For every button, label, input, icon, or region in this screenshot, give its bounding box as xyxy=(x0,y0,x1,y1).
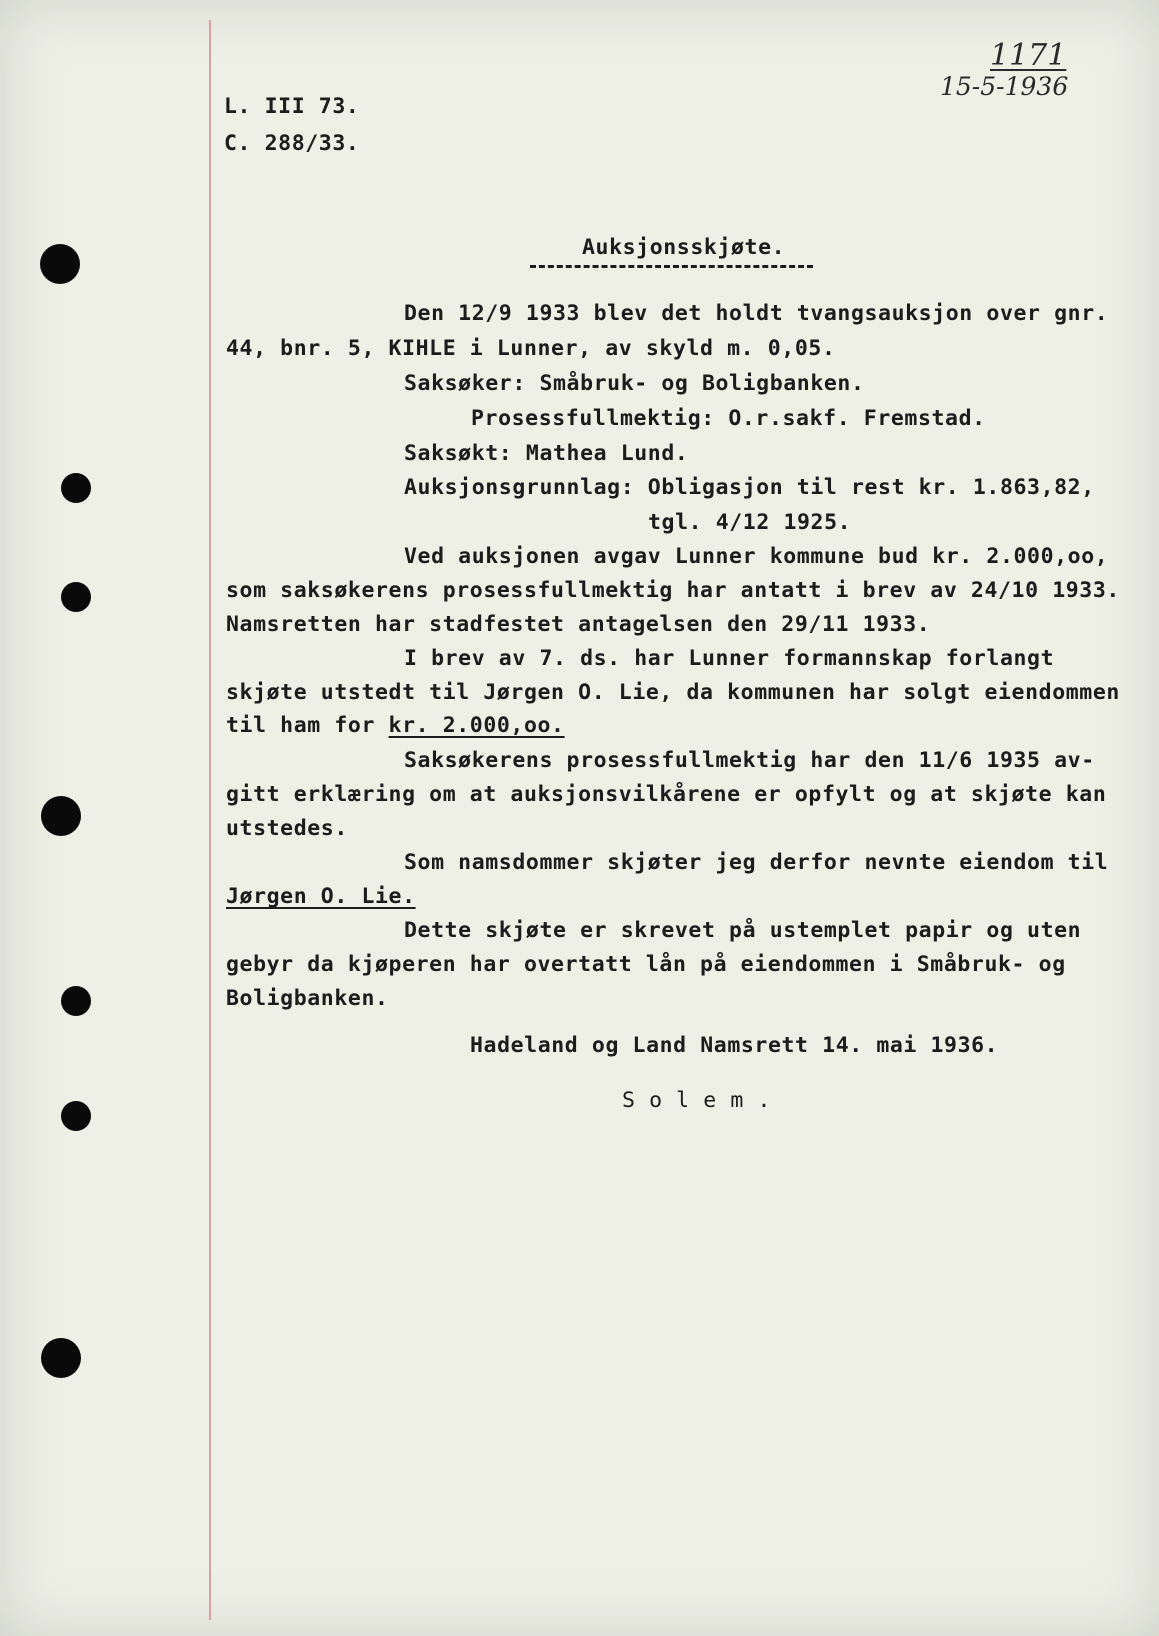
body-line: I brev av 7. ds. har Lunner formannskap forlangt xyxy=(404,646,1055,671)
place-date-line: Hadeland og Land Namsrett 14. mai 1936. xyxy=(470,1033,999,1058)
underlined-buyer: Jørgen O. Lie. xyxy=(226,884,416,909)
margin-line xyxy=(209,20,211,1620)
body-line: Dette skjøte er skrevet på ustemplet papir og uten xyxy=(404,918,1082,943)
document-title: Auksjonsskjøte. xyxy=(582,235,786,260)
body-line: Saksøkt: Mathea Lund. xyxy=(404,441,689,466)
body-line: Namsretten har stadfestet antagelsen den 29/11 1933. xyxy=(226,612,931,637)
body-line: Auksjonsgrunnlag: Obligasjon til rest kr. 1.863,82, xyxy=(404,475,1095,500)
body-line: som saksøkerens prosessfullmektig har antatt i brev av 24/10 1933. xyxy=(226,578,1120,603)
punch-hole xyxy=(40,244,80,284)
body-line: Boligbanken. xyxy=(226,986,389,1011)
body-line: Prosessfullmektig: O.r.sakf. Fremstad. xyxy=(471,406,986,431)
body-line: gebyr da kjøperen har overtatt lån på eiendommen i Småbruk- og xyxy=(226,952,1066,977)
punch-hole xyxy=(41,796,81,836)
body-line: Den 12/9 1933 blev det holdt tvangsauksjon over gnr. xyxy=(404,301,1109,326)
reference-line-1: L. III 73. xyxy=(224,94,360,119)
body-line-text: til ham for xyxy=(226,713,389,738)
punch-hole xyxy=(61,1101,91,1131)
body-line: gitt erklæring om at auksjonsvilkårene er opfylt og at skjøte kan xyxy=(226,782,1107,807)
punch-hole xyxy=(61,582,91,612)
body-line: tgl. 4/12 1925. xyxy=(648,510,852,535)
title-rule xyxy=(530,265,813,268)
punch-hole xyxy=(41,1338,81,1378)
body-line: Saksøkerens prosessfullmektig har den 11/6 1935 av- xyxy=(404,748,1095,773)
punch-hole xyxy=(61,986,91,1016)
reference-line-2: C. 288/33. xyxy=(224,131,360,156)
signature: S o l e m . xyxy=(622,1088,771,1113)
body-line: Saksøker: Småbruk- og Boligbanken. xyxy=(404,371,865,396)
body-line: skjøte utstedt til Jørgen O. Lie, da kommunen har solgt eiendommen xyxy=(226,680,1120,705)
body-line xyxy=(226,715,565,737)
body-line: 44, bnr. 5, KIHLE i Lunner, av skyld m. 0,05. xyxy=(226,336,836,361)
folio-number: 1171 xyxy=(990,38,1067,73)
underlined-amount: kr. 2.000,oo. xyxy=(388,713,565,738)
handwritten-date: 15-5-1936 xyxy=(940,72,1069,101)
body-line: utstedes. xyxy=(226,816,348,841)
punch-hole xyxy=(61,473,91,503)
body-line: Ved auksjonen avgav Lunner kommune bud kr. 2.000,oo, xyxy=(404,544,1109,569)
body-line: Som namsdommer skjøter jeg derfor nevnte eiendom til xyxy=(404,850,1109,875)
